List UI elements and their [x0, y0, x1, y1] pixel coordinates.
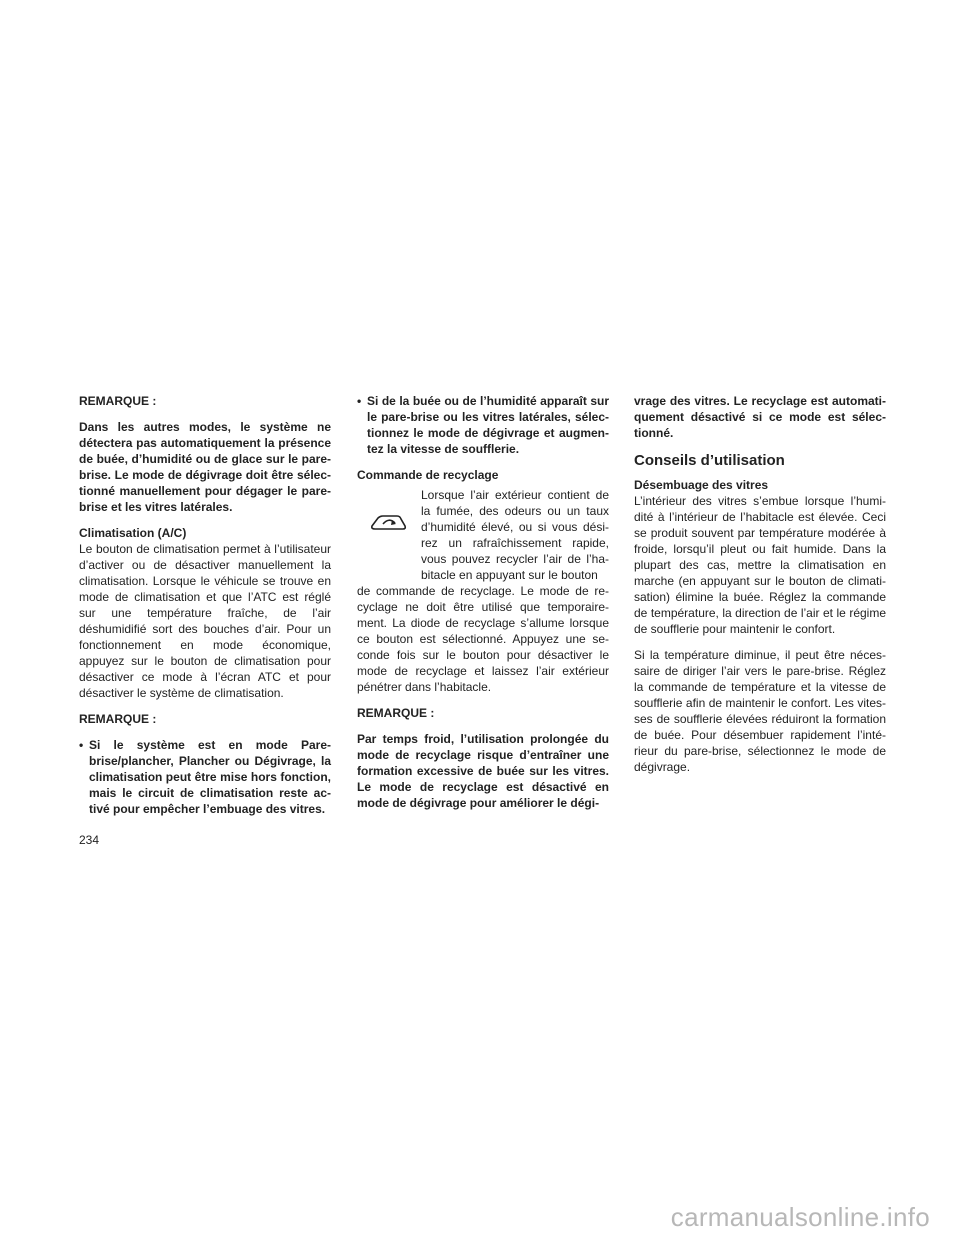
remark-label: REMARQUE : [79, 712, 157, 726]
ac-heading: Climatisation (A/C) [79, 526, 187, 540]
bullet-item [79, 737, 331, 817]
bullet-text: Si le système est en mode Pare-brise/plancher, Plancher ou Dégivrage, la climatisation peut être mise hors fonction, mais le circuit de climatisation reste activé pour empêcher l’embuage des vitres. [89, 738, 331, 816]
fog-paragraph: L’intérieur des vitres s’embue lorsque l’humidité à l’intérieur de l’habitacle est élevée. Ceci se produit souvent par température modérée à froide, lorsqu’il pleut ou fait humide. Dans la plupart des cas, mettre la climatisation en marche (en appuyant sur le bouton de climatisation) élimine la buée. Réglez la commande de température, la direction de l’air et le régime de soufflerie pour maintenir le confort. [634, 494, 886, 636]
bullet-item [357, 393, 609, 457]
remark-label: REMARQUE : [357, 706, 435, 720]
watermark: carmanualsonline.info [670, 1202, 930, 1232]
recirc-icon-block [357, 487, 609, 583]
column-middle [357, 393, 609, 821]
recirculation-icon [357, 487, 421, 557]
fog-paragraph-2: Si la température diminue, il peut être nécessaire de diriger l’air vers le pare-brise. Réglez la commande de température et la vitesse de soufflerie afin de maintenir le confort. Les vitesses de soufflerie élevées réduiront la formation de buée. Pour désembuer rapidement l’intérieur du pare-brise, sélectionnez le mode de dégivrage. [634, 648, 886, 774]
page-number: 234 [79, 833, 100, 847]
column-right [634, 393, 886, 785]
remark-label: REMARQUE : [79, 394, 157, 408]
bullet-icon: • [357, 394, 362, 408]
remark-text: Par temps froid, l’utilisation prolongée du mode de recyclage risque d’entraîner une formation excessive de buée sur les vitres. Le mode de recyclage est désactivé en mode de dégivrage pour améliorer le dégi- [357, 732, 609, 810]
bullet-text: Si de la buée ou de l’humidité apparaît sur le pare-brise ou les vitres latérales, sélectionnez le mode de dégivrage et augmentez la vitesse de soufflerie. [367, 394, 609, 456]
remark-continuation: vrage des vitres. Le recyclage est automatiquement désactivé si ce mode est sélectionné. [634, 394, 886, 440]
section-title: Conseils d’utilisation [634, 452, 785, 469]
ac-paragraph: Le bouton de climatisation permet à l’utilisateur d’activer ou de désactiver manuellement la climatisation. Lorsque le véhicule se trouve en mode de climatisation et que l’ATC est réglé sur une température fraîche, de l’air déshumidifié sort des bouches d’air. Pour un fonctionnement en mode économique, appuyez sur le bouton de climatisation pour désactiver ce mode à l’écran ATC et pour désactiver le système de climatisation. [79, 542, 331, 700]
recirc-paragraph: de commande de recyclage. Le mode de recyclage ne doit être utilisé que temporairement. La diode de recyclage s’allume lorsque ce bouton est sélectionné. Appuyez une seconde fois sur le bouton pour désactiver le mode de recyclage et laissez l’air extérieur pénétrer dans l’habitacle. [357, 584, 609, 694]
recirculation-icon-graphic [369, 511, 409, 533]
remark-text: Dans les autres modes, le système ne détectera pas automatiquement la présence de buée, d’humidité ou de glace sur le pare-brise. Le mode de dégivrage doit être sélectionné manuellement pour dégager le pare-brise et les vitres latérales. [79, 420, 331, 514]
column-left [79, 393, 331, 827]
fog-heading: Désembuage des vitres [634, 478, 769, 492]
recirc-side-text: Lorsque l’air extérieur contient de la fumée, des odeurs ou un taux d’humidité élevé, ou si vous désirez un rafraîchissement rapide, vous pouvez recycler l’air de l’habitacle en appuyant sur le bouton [421, 488, 609, 582]
bullet-icon: • [79, 738, 84, 752]
recirc-heading: Commande de recyclage [357, 468, 499, 482]
